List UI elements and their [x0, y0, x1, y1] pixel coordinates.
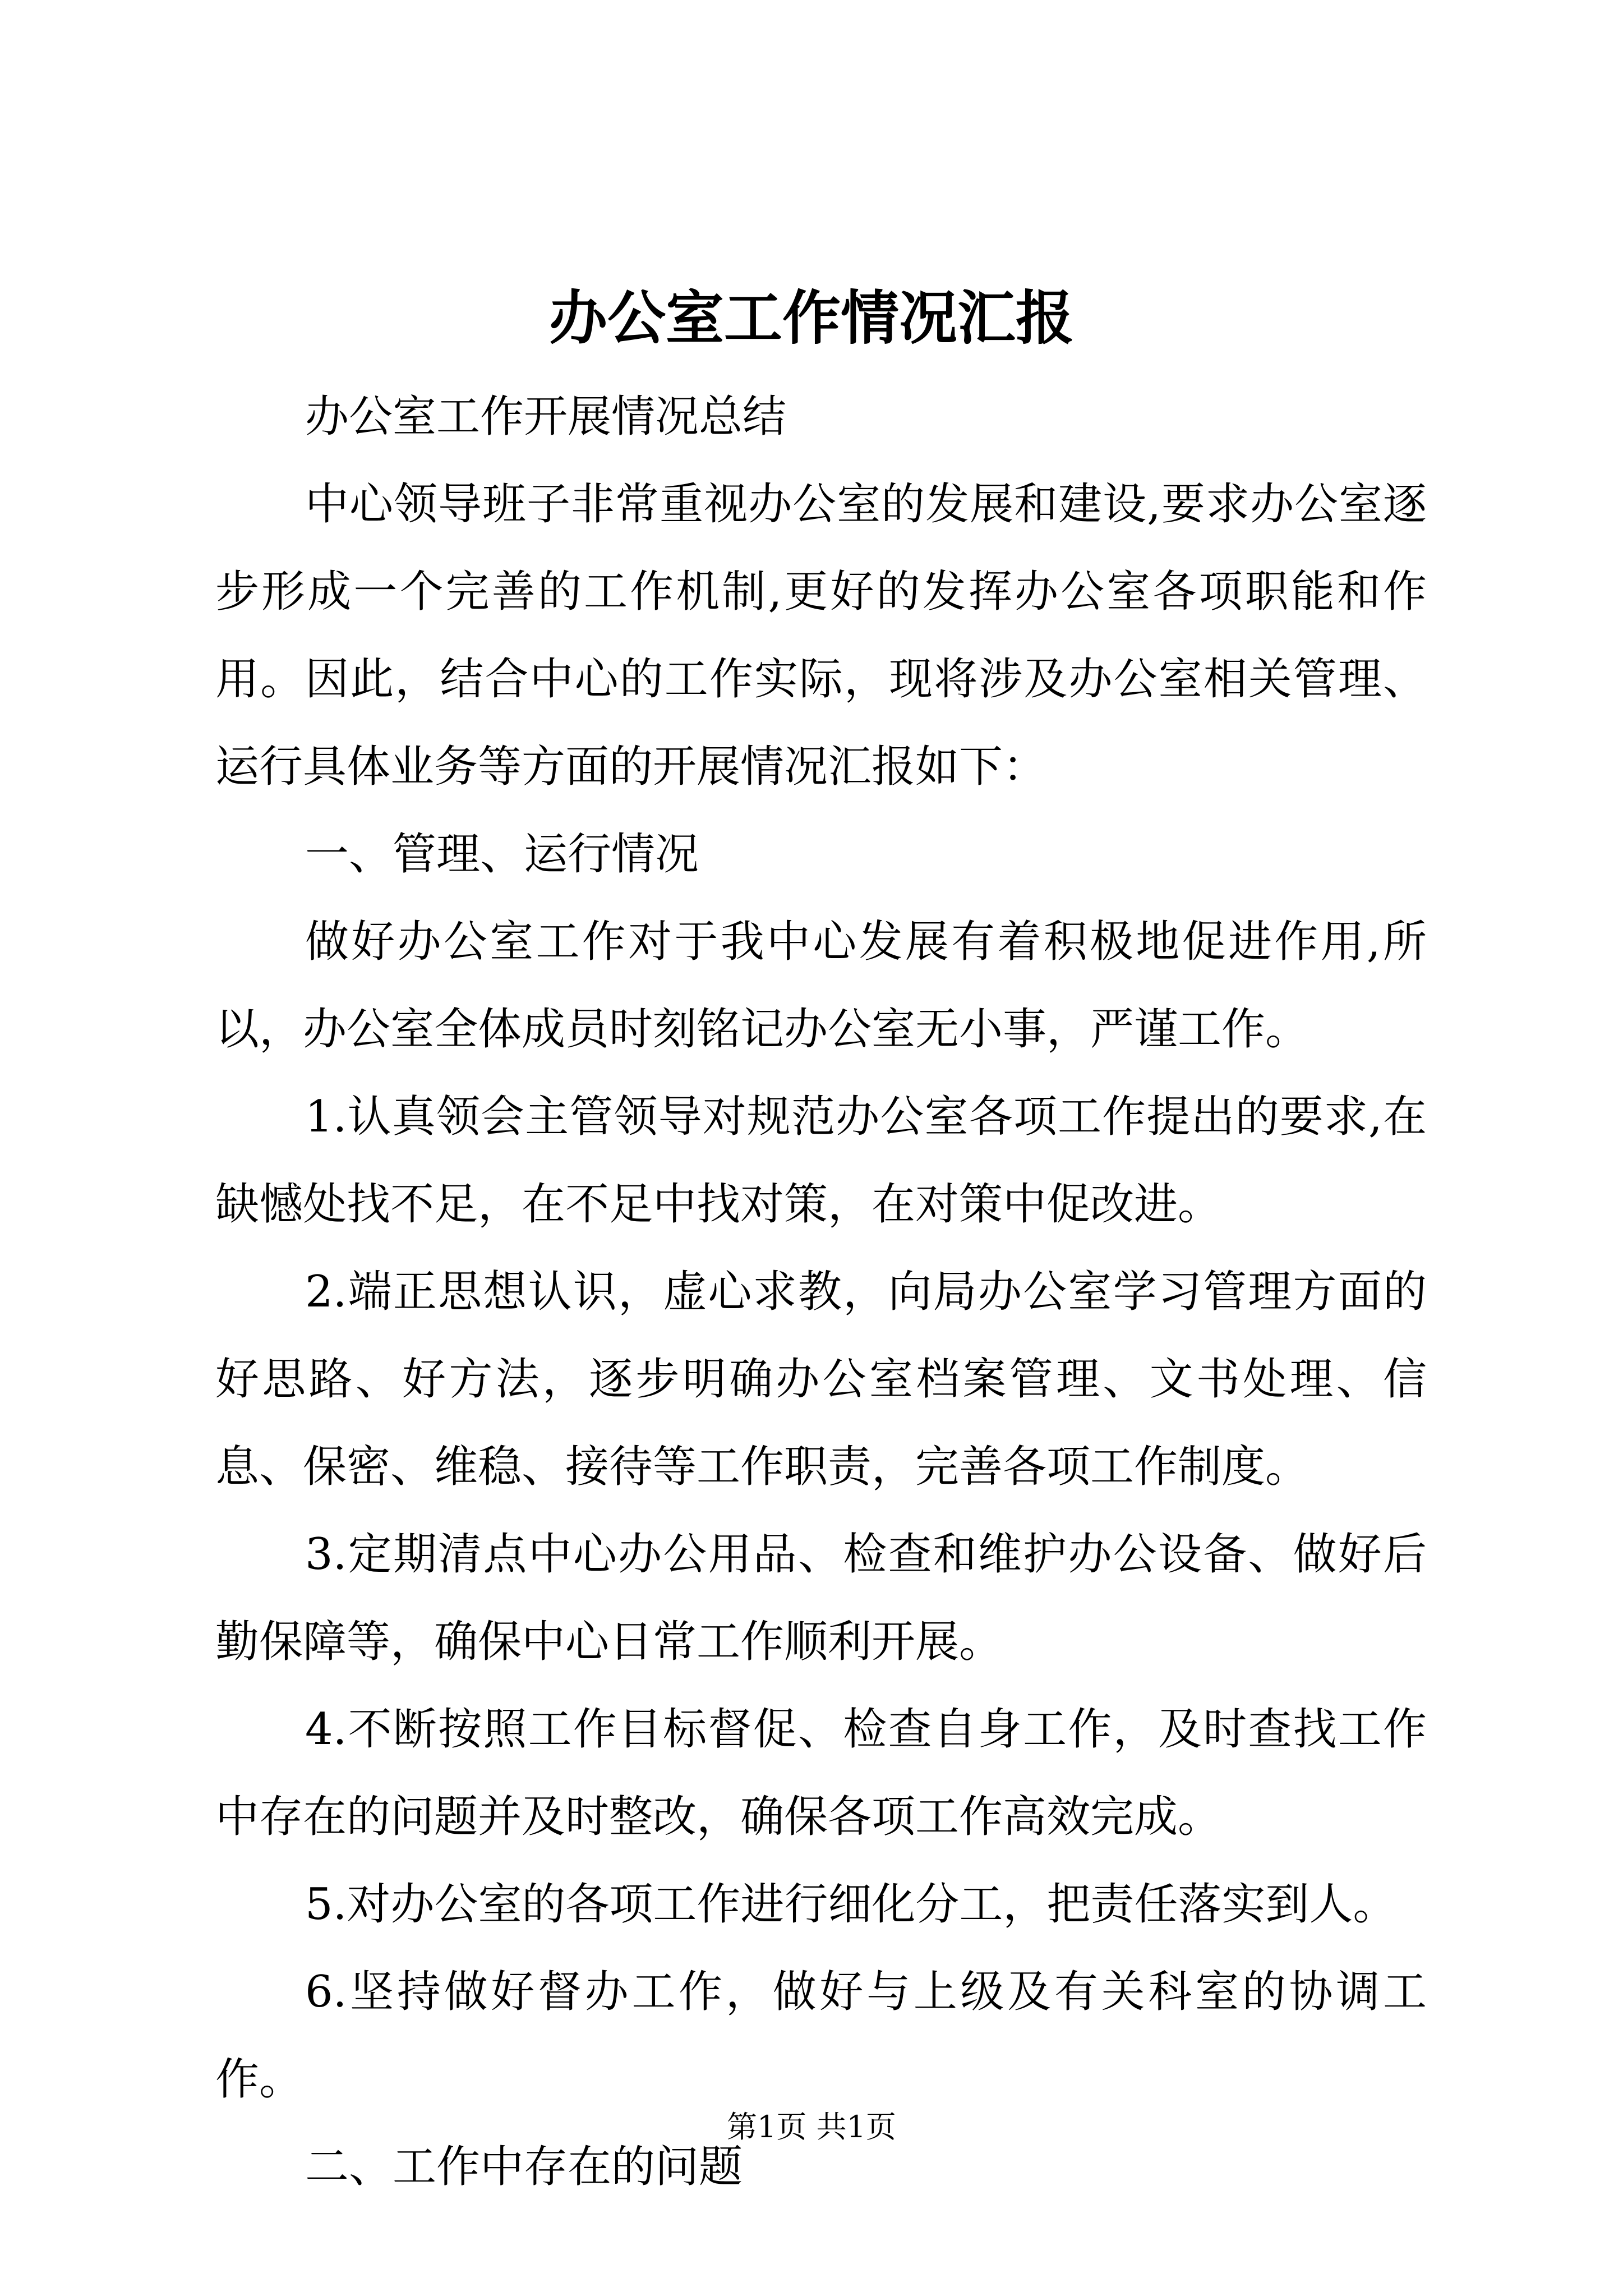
page-footer: 第1页 共1页: [727, 2109, 896, 2145]
document-body: [215, 373, 1427, 2211]
list-item-2: 2.端正思想认识，虚心求教，向局办公室学习管理方面的好思路、好方法，逐步明确办公室档案管理、文书处理、信息、保密、维稳、接待等工作职责，完善各项工作制度。: [215, 1267, 1427, 1492]
section-heading-management: 一、管理、运行情况: [305, 829, 699, 880]
list-item-1: 1.认真领会主管领导对规范办公室各项工作提出的要求,在缺憾处找不足，在不足中找对策，在对策中促改进。: [215, 1092, 1427, 1230]
paragraph-intro: 中心领导班子非常重视办公室的发展和建设,要求办公室逐步形成一个完善的工作机制,更好的发挥办公室各项职能和作用。因此，结合中心的工作实际，现将涉及办公室相关管理、运行具体业务等方面的开展情况汇报如下：: [215, 479, 1427, 792]
list-item-3: 3.定期清点中心办公用品、检查和维护办公设备、做好后勤保障等，确保中心日常工作顺利开展。: [215, 1529, 1427, 1667]
list-item-4: 4.不断按照工作目标督促、检查自身工作，及时查找工作中存在的问题并及时整改，确保各项工作高效完成。: [215, 1704, 1427, 1842]
document-title: 办公室工作情况汇报: [548, 283, 1074, 352]
section-heading-problems: 二、工作中存在的问题: [305, 2142, 743, 2192]
list-item-5: 5.对办公室的各项工作进行细化分工，把责任落实到人。: [305, 1879, 1397, 1930]
paragraph-summary-heading: 办公室工作开展情况总结: [305, 392, 787, 442]
list-item-6: 6.坚持做好督办工作，做好与上级及有关科室的协调工作。: [215, 1967, 1427, 2105]
paragraph-office-importance: 做好办公室工作对于我中心发展有着积极地促进作用,所以，办公室全体成员时刻铭记办公室无小事，严谨工作。: [215, 917, 1427, 1055]
